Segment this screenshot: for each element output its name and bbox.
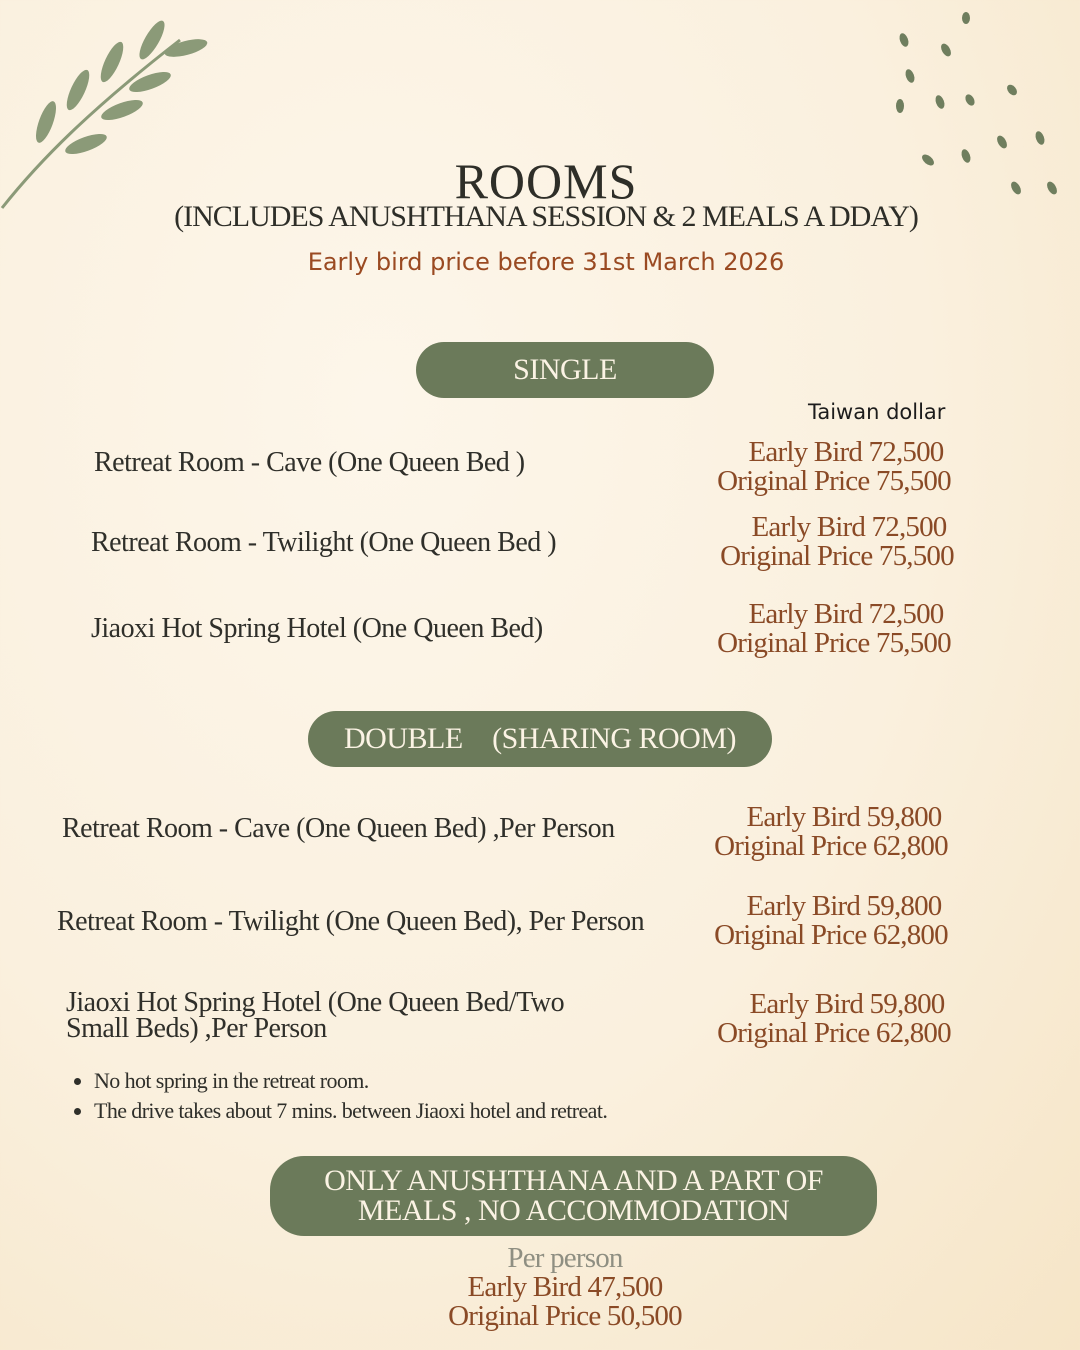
page-subtitle: (INCLUDES ANUSHTHANA SESSION & 2 MEALS A DDAY) bbox=[174, 200, 918, 233]
original-price: Original Price 50,500 bbox=[448, 1300, 682, 1332]
note-item: • No hot spring in the retreat room. bbox=[94, 1066, 607, 1096]
room-name-line: Jiaoxi Hot Spring Hotel (One Queen Bed/Two bbox=[66, 987, 565, 1018]
single-heading-pill bbox=[416, 342, 714, 398]
double-heading-pill bbox=[308, 711, 772, 767]
original-price: Original Price 75,500 bbox=[717, 465, 951, 497]
early-bird-note: Early bird price before 31st March 2026 bbox=[307, 248, 785, 276]
original-price: Original Price 75,500 bbox=[720, 540, 954, 572]
early-bird-price: Early Bird 59,800 bbox=[749, 988, 945, 1020]
single-room-name: Jiaoxi Hot Spring Hotel (One Queen Bed) bbox=[91, 613, 543, 644]
per-person-label: Per person bbox=[507, 1242, 623, 1274]
early-bird-price: Early Bird 59,800 bbox=[746, 801, 942, 833]
page-title: ROOMS bbox=[454, 153, 638, 209]
original-price: Original Price 62,800 bbox=[714, 830, 948, 862]
original-price: Original Price 75,500 bbox=[717, 627, 951, 659]
original-price: Original Price 62,800 bbox=[717, 1017, 951, 1049]
original-price: Original Price 62,800 bbox=[714, 919, 948, 951]
early-bird-price: Early Bird 72,500 bbox=[748, 598, 944, 630]
double-room-price bbox=[684, 990, 984, 1048]
no-accommodation-pill bbox=[270, 1156, 877, 1236]
room-name-line: Small Beds) ,Per Person bbox=[66, 1013, 327, 1044]
single-room-price bbox=[687, 513, 987, 571]
early-bird-price: Early Bird 59,800 bbox=[746, 890, 942, 922]
double-room-name bbox=[66, 987, 565, 1044]
single-heading: SINGLE bbox=[513, 353, 617, 386]
note-item: • The drive takes about 7 mins. between Jiaoxi hotel and retreat. bbox=[94, 1096, 607, 1126]
no-accommodation-heading-line: MEALS , NO ACCOMMODATION bbox=[357, 1194, 790, 1227]
early-bird-price: Early Bird 47,500 bbox=[467, 1271, 663, 1303]
currency-label: Taiwan dollar bbox=[808, 400, 946, 424]
single-room-price bbox=[684, 600, 984, 658]
single-room-name: Retreat Room - Twilight (One Queen Bed ) bbox=[91, 527, 557, 558]
notes-list bbox=[72, 1066, 607, 1126]
early-bird-price: Early Bird 72,500 bbox=[751, 511, 947, 543]
double-room-price bbox=[681, 892, 981, 950]
double-room-price bbox=[681, 803, 981, 861]
double-heading: DOUBLE (SHARING ROOM) bbox=[344, 722, 736, 755]
double-room-name: Retreat Room - Twilight (One Queen Bed), Per Person bbox=[57, 906, 645, 937]
single-room-name: Retreat Room - Cave (One Queen Bed ) bbox=[94, 447, 525, 478]
early-bird-price: Early Bird 72,500 bbox=[748, 436, 944, 468]
no-accommodation-price bbox=[370, 1244, 760, 1331]
double-room-name: Retreat Room - Cave (One Queen Bed) ,Per Person bbox=[62, 813, 615, 844]
single-room-price bbox=[684, 438, 984, 496]
no-accommodation-heading-line: ONLY ANUSHTHANA AND A PART OF bbox=[324, 1164, 823, 1197]
